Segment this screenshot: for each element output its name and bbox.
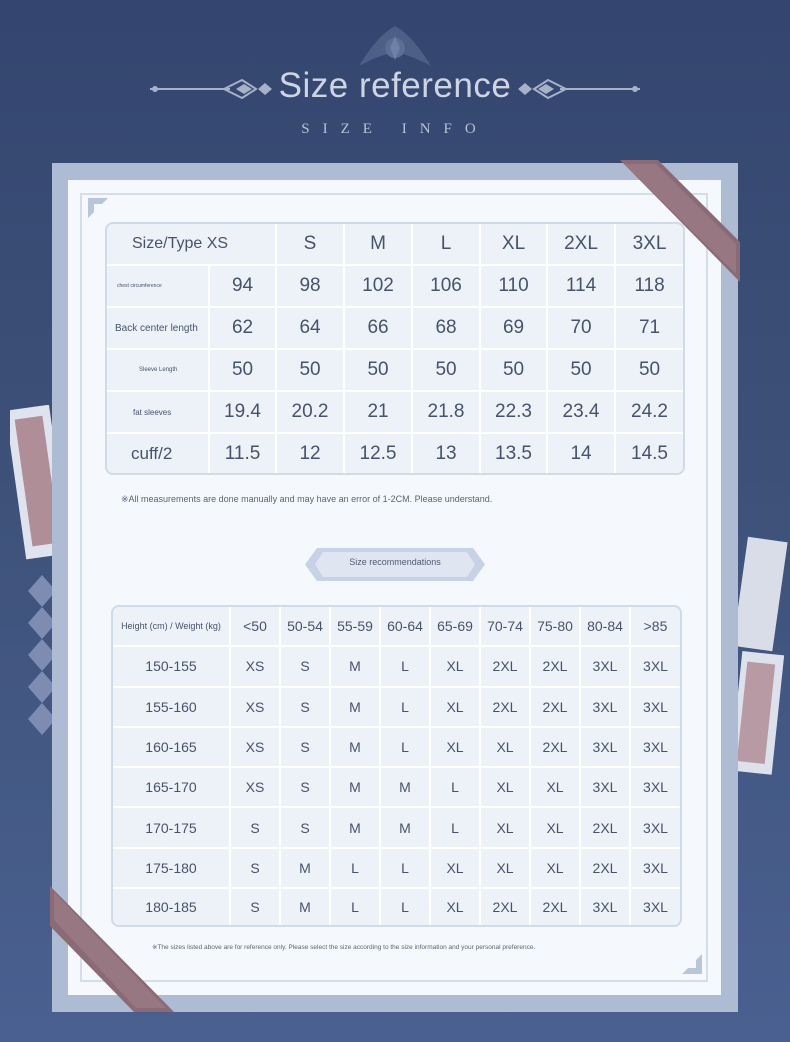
table-cell: XL [431,849,481,889]
table-header-row [113,607,680,647]
table-cell: 50 [481,350,548,392]
table-cell: XS [231,728,281,768]
table-header-row [107,224,683,266]
table-row [113,688,680,728]
section-label: Size recommendations [349,557,441,567]
table-cell: 21 [345,392,413,434]
table-cell: 23.4 [548,392,616,434]
table-cell: 2XL [531,728,581,768]
table-cell: 110 [481,266,548,308]
table-cell: 102 [345,266,413,308]
table-row [107,434,683,473]
table-row [113,768,680,808]
row-label: 180-185 [113,889,231,925]
corner-ornament-bottom-right-icon [680,952,704,976]
table-cell: 24.2 [616,392,683,434]
table-cell: XS [231,647,281,687]
table-cell: 50 [277,350,345,392]
table-cell: XL [431,688,481,728]
measurement-note: ※All measurements are done manually and may have an error of 1-2CM. Please understand. [121,494,493,504]
table-cell: 14.5 [631,442,668,464]
table-cell: 50 [548,350,616,392]
table-cell: 3XL [581,688,631,728]
table-cell: 2XL [581,808,631,848]
table-row [113,728,680,768]
table-cell: S [231,808,281,848]
column-header: <50 [231,607,281,647]
column-header: 80-84 [581,607,631,647]
table-cell: 3XL [631,768,680,808]
table-cell: 2XL [581,849,631,889]
table-cell: L [381,849,431,889]
table-cell: 14 [548,434,616,473]
table-cell: XL [531,849,581,889]
section-label-pill [305,548,485,581]
column-header: S [277,224,345,266]
row-label: 170-175 [113,808,231,848]
table-cell: 2XL [481,688,531,728]
table-cell: XL [531,808,581,848]
column-header: XL [481,224,548,266]
table-cell: M [331,728,381,768]
recommendation-table [111,605,682,927]
table-row [107,350,683,392]
row-label: 160-165 [113,728,231,768]
page-subtitle: SIZE INFO [301,121,489,137]
table-cell: 2XL [531,647,581,687]
table-cell: M [331,688,381,728]
table-cell: 98 [277,266,345,308]
table-cell: 12 [277,434,345,473]
table-cell: 68 [413,308,481,350]
table-cell: XL [431,728,481,768]
table-cell: 3XL [631,849,680,889]
table-row [107,308,683,350]
table-cell: XL [481,728,531,768]
table-cell: 50 [616,350,683,392]
table-cell: 11.5 [210,434,277,473]
row-label: 175-180 [113,849,231,889]
size-chart-table [105,222,685,475]
column-header: >85 [631,607,680,647]
column-header: 2XL [548,224,616,266]
table-cell: XL [481,808,531,848]
column-header: Size/Type XS [107,224,277,266]
table-cell: 118 [616,266,683,308]
row-label: 150-155 [113,647,231,687]
table-cell: L [331,849,381,889]
table-cell: 19.4 [210,392,277,434]
table-cell: 3XL [581,768,631,808]
row-label: chest circumference [107,266,210,308]
corner-ornament-top-left-icon [86,196,110,220]
table-cell: L [381,889,431,925]
table-cell: XL [481,849,531,889]
table-cell: XL [531,768,581,808]
table-cell: 13 [413,434,481,473]
table-cell: 2XL [531,688,581,728]
table-cell: 2XL [481,647,531,687]
row-label: fat sleeves [107,392,210,434]
table-cell: M [331,808,381,848]
reference-note: ※The sizes listed above are for reference only. Please select the size according to the size information and your personal preference. [152,944,536,951]
table-cell: 69 [481,308,548,350]
column-header: 50-54 [281,607,331,647]
column-header: Height (cm) / Weight (kg) [113,607,231,647]
table-cell: 66 [345,308,413,350]
row-label: Back center length [107,308,210,350]
table-cell: L [381,688,431,728]
table-cell: L [431,768,481,808]
table-cell: L [331,889,381,925]
column-header: 3XL [616,224,683,266]
row-label: 155-160 [113,688,231,728]
table-cell: S [281,688,331,728]
table-cell: XS [231,688,281,728]
table-cell: 3XL [581,889,631,925]
column-header: 75-80 [531,607,581,647]
table-row [113,849,680,889]
table-cell: 94 [210,266,277,308]
table-cell: S [281,768,331,808]
table-cell: M [281,889,331,925]
table-cell: 20.2 [277,392,345,434]
table-cell: 50 [210,350,277,392]
table-cell: 22.3 [481,392,548,434]
table-cell: S [231,889,281,925]
table-cell: 3XL [631,688,680,728]
table-cell: 71 [616,308,683,350]
table-cell: M [381,808,431,848]
row-label: 165-170 [113,768,231,808]
table-cell: S [231,849,281,889]
table-cell: L [431,808,481,848]
table-cell: 114 [548,266,616,308]
table-cell: M [381,768,431,808]
table-cell: 3XL [631,808,680,848]
table-cell: XL [431,889,481,925]
table-cell: 13.5 [481,434,548,473]
table-cell: 3XL [581,728,631,768]
table-cell: 2XL [531,889,581,925]
column-header: L [413,224,481,266]
table-cell: XL [431,647,481,687]
table-cell: 62 [210,308,277,350]
table-cell: M [331,768,381,808]
table-cell: 50 [413,350,481,392]
table-cell: M [331,647,381,687]
column-header: M [345,224,413,266]
row-label: Sleeve Length [107,350,210,392]
table-cell: S [281,647,331,687]
table-row [113,889,680,925]
right-stamp-decoration [730,535,790,775]
table-cell: 3XL [643,899,668,916]
table-row [113,808,680,848]
table-cell: XS [231,768,281,808]
table-cell: L [381,728,431,768]
table-cell: 106 [413,266,481,308]
column-header: 60-64 [381,607,431,647]
table-cell: 2XL [481,889,531,925]
page-title: Size reference [278,66,512,105]
table-cell: M [281,849,331,889]
table-cell: 12.5 [345,434,413,473]
table-cell: S [281,808,331,848]
table-cell: 3XL [631,728,680,768]
table-row [113,647,680,687]
table-cell: XL [481,768,531,808]
table-row [107,392,683,434]
column-header: 55-59 [331,607,381,647]
table-cell: 64 [277,308,345,350]
table-cell: L [381,647,431,687]
row-label: cuff/2 [107,434,210,473]
column-header: 70-74 [481,607,531,647]
table-cell: 70 [548,308,616,350]
table-cell: 21.8 [413,392,481,434]
crest-emblem-icon [355,22,435,68]
table-cell: 3XL [631,647,680,687]
table-cell: S [281,728,331,768]
table-cell: 50 [345,350,413,392]
table-row [107,266,683,308]
table-cell: 3XL [581,647,631,687]
column-header: 65-69 [431,607,481,647]
